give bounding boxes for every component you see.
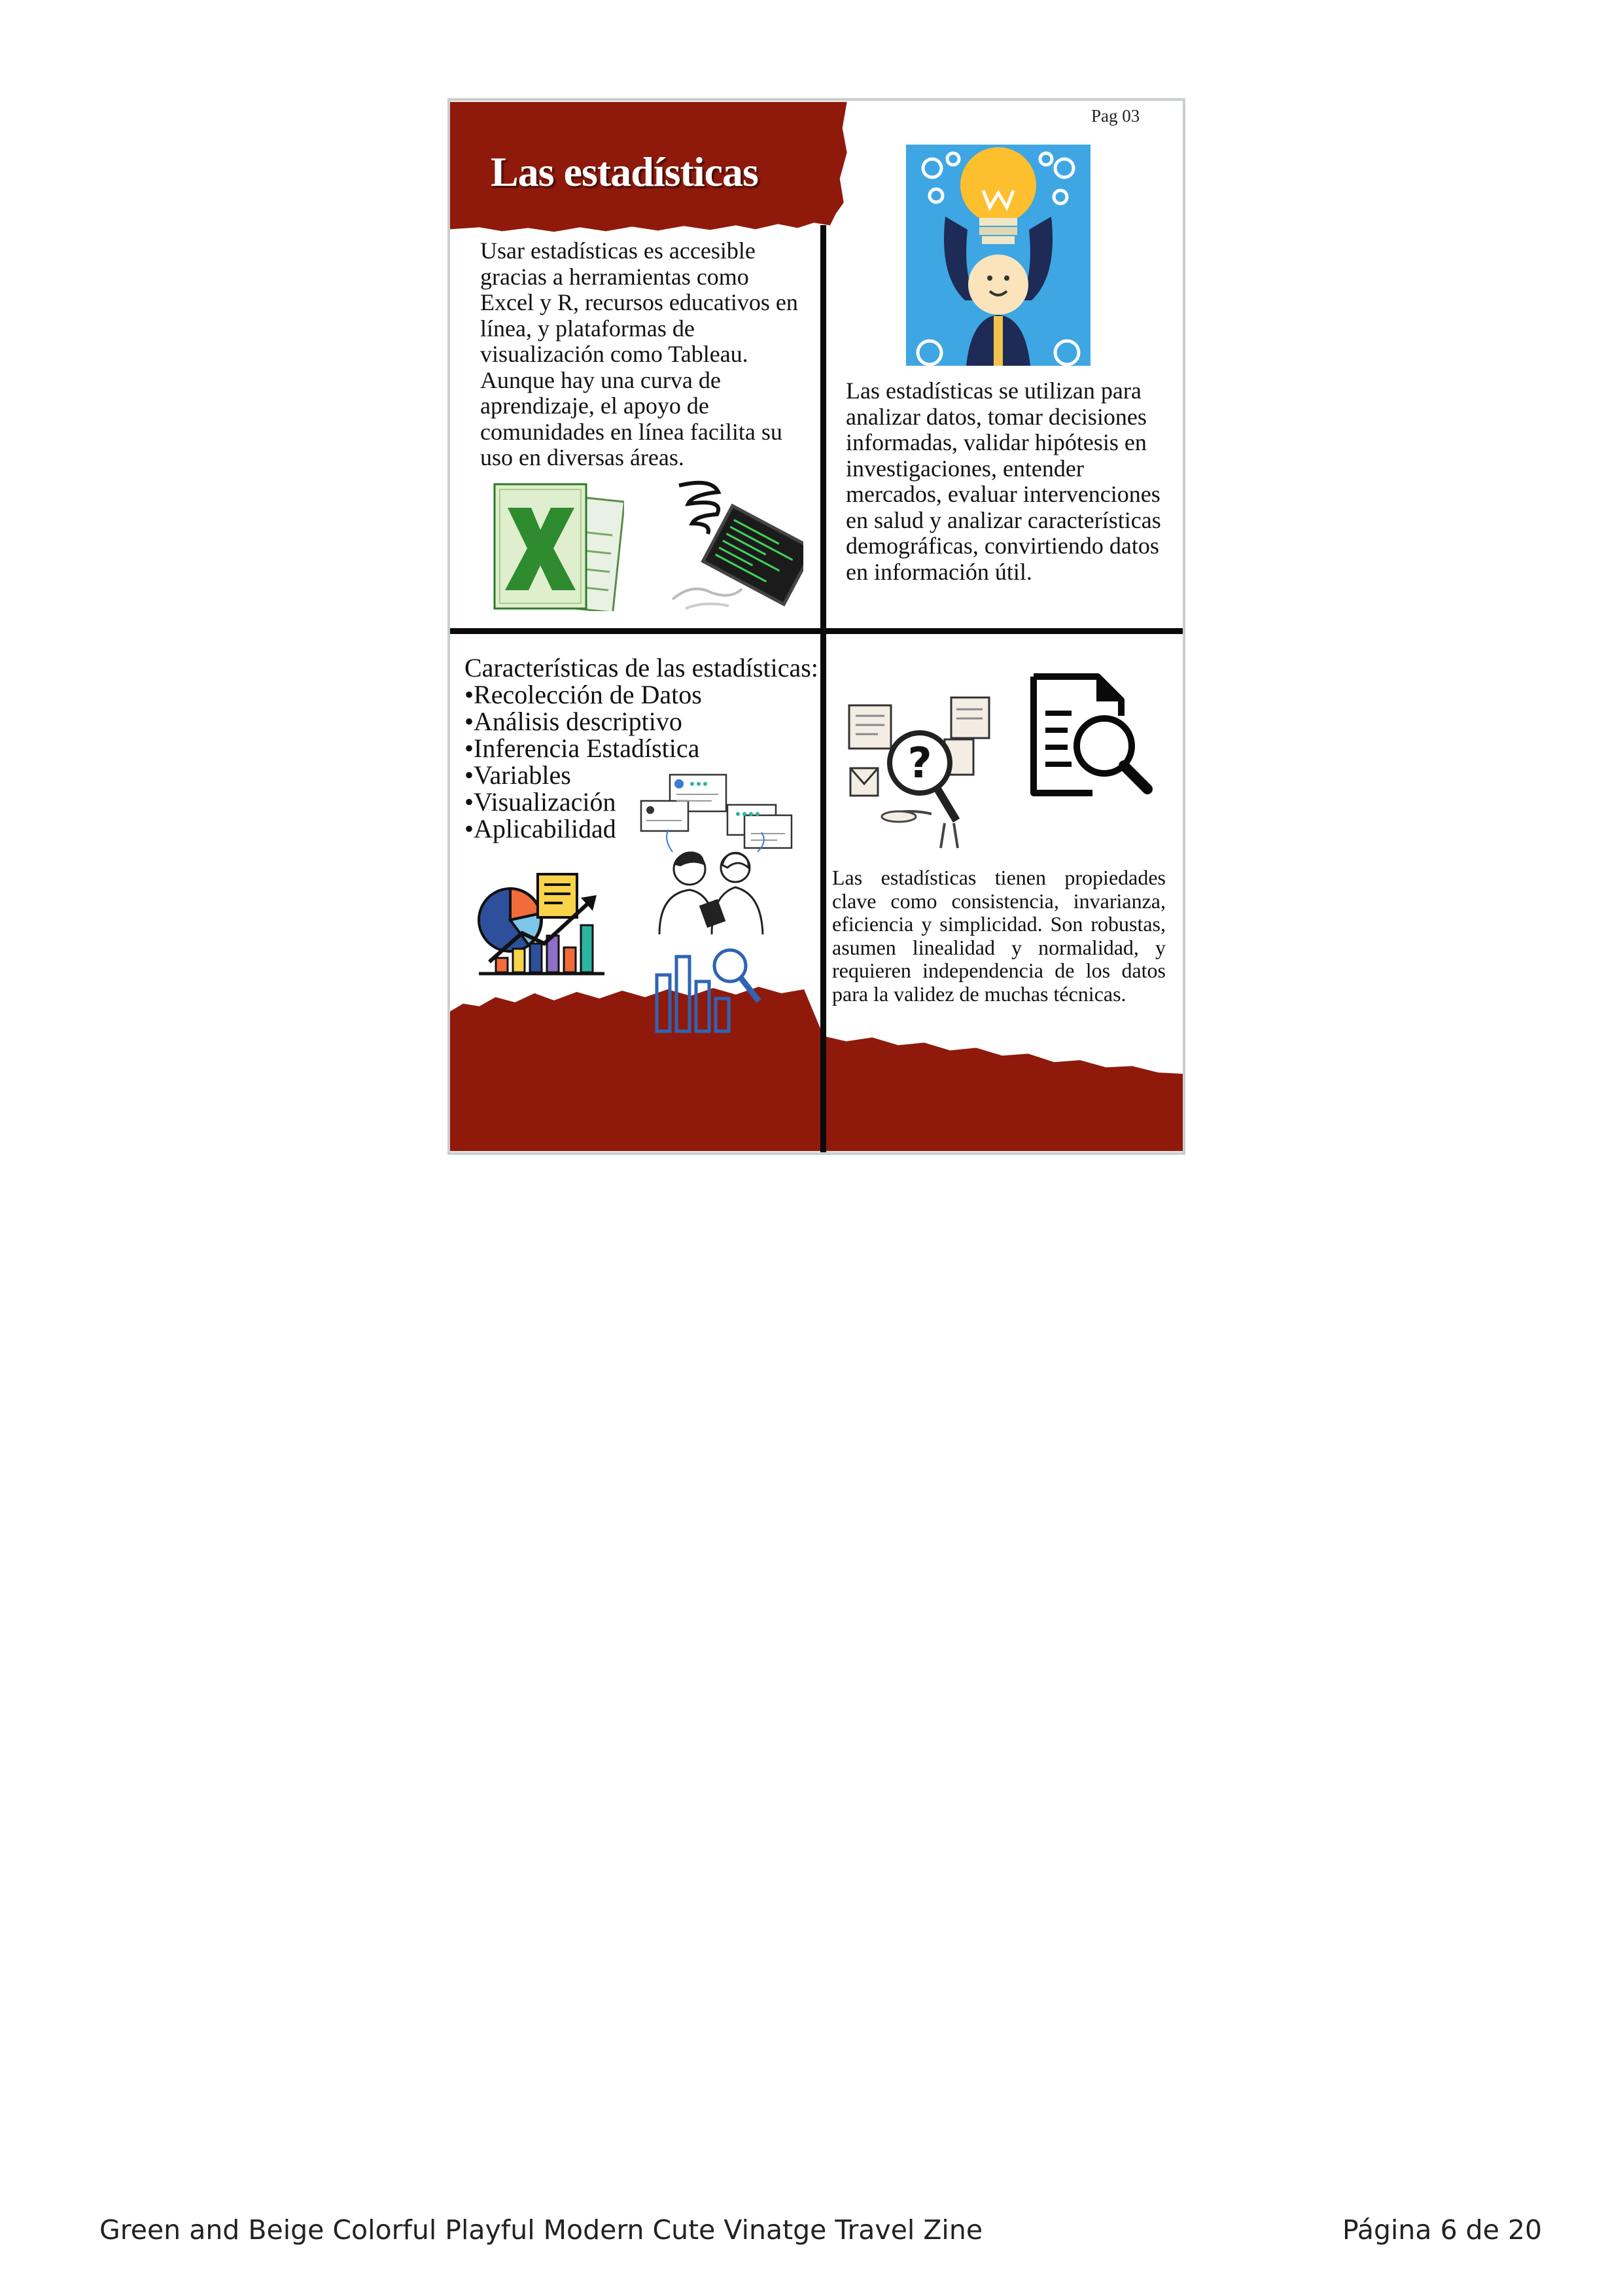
code-screen-icon — [666, 478, 803, 615]
svg-text:?: ? — [907, 739, 932, 788]
excel-icon — [493, 483, 624, 611]
q3-feature-item: • Análisis descriptivo — [464, 708, 831, 735]
q2-text: Las estadísticas se utilizan para analizar datos, tomar decisiones informadas, validar hipótesis en investigaciones, entender mercados, evaluar intervenciones en salud y analizar características demográficas, convirtiendo datos en información útil. — [846, 378, 1161, 585]
q3-feature-item: • Inferencia Estadística — [464, 735, 831, 762]
q3-feature-item: • Aplicabilidad — [464, 815, 831, 842]
q3-feature-item: • Recolección de Datos — [464, 681, 831, 708]
q3-feature-item: • Visualización — [464, 788, 831, 815]
people-dashboard-icon — [640, 773, 794, 934]
chart-report-icon — [476, 870, 607, 980]
lightbulb-person-icon — [906, 145, 1091, 366]
document-search-icon — [1030, 673, 1154, 798]
footer-document-title: Green and Beige Colorful Playful Modern Cute Vinatge Travel Zine — [99, 2214, 983, 2246]
horizontal-divider — [450, 628, 1185, 634]
q3-heading: Características de las estadísticas: — [464, 653, 818, 682]
q1-text: Usar estadísticas es accesible gracias a herramientas como Excel y R, recursos educativos en línea, y plataformas de visualización como Tableau. Aunque hay una curva de aprendizaje, el apoyo de comunidades en línea facilita su uso en diversas áreas. — [480, 238, 798, 470]
footer-page-indicator: Página 6 de 20 — [1342, 2214, 1543, 2246]
bar-chart-magnifier-icon — [653, 940, 764, 1034]
zine-page-number: Pag 03 — [1091, 106, 1140, 126]
q4-text: Las estadísticas tienen propiedades clave como consistencia, invarianza, eficiencia y simplicidad. Son robustas, asumen linealidad y normalidad, y requieren independencia de los datos para la validez de muchas técnicas. — [832, 866, 1166, 1006]
q3-feature-item: • Variables — [464, 762, 831, 788]
zine-title: Las estadísticas — [491, 149, 758, 195]
question-magnifier-icon — [846, 692, 993, 849]
zine-page — [447, 98, 1185, 1155]
